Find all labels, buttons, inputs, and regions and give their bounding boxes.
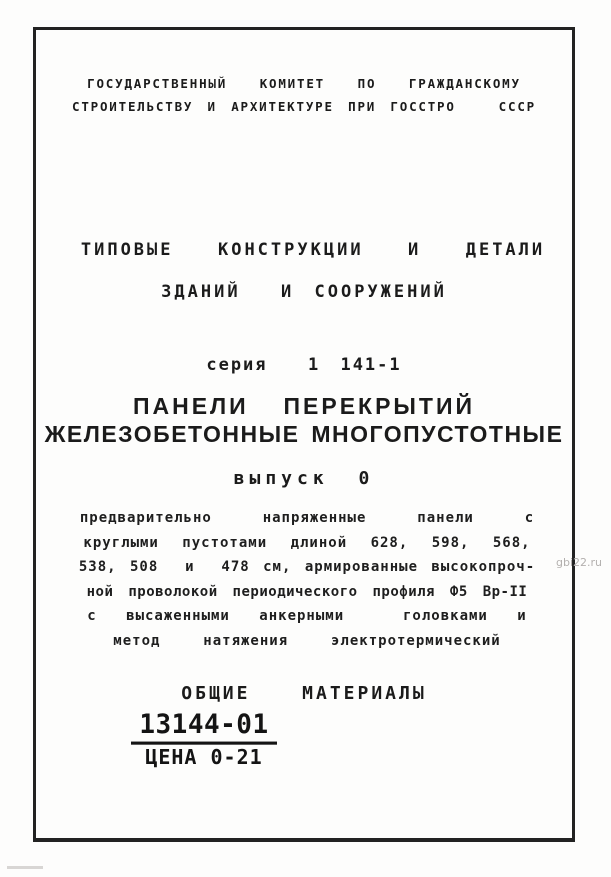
section-title: ОБЩИЕ МАТЕРИАЛЫ: [181, 683, 427, 704]
issue-number: выпуск 0: [233, 468, 375, 489]
description-line-4: ной проволокой периодического профиля Ф5 Вр-II: [86, 583, 528, 600]
watermark: gbi22.ru: [556, 556, 603, 569]
description-paragraph: [68, 506, 546, 653]
scan-artifact: [7, 866, 43, 869]
description-line-6: метод натяжения электротермический: [113, 632, 501, 649]
issuing-authority-line-2: СТРОИТЕЛЬСТВУ И АРХИТЕКТУРЕ ПРИ ГОССТРО СССР: [72, 99, 536, 114]
description-line-5: с высаженными анкерными головками и: [87, 608, 527, 624]
series-title-line-2: ЗДАНИЙ И СООРУЖЕНИЙ: [161, 282, 447, 302]
description-line-3: 538, 508 и 478 см, армированные высокопроч-: [78, 559, 536, 575]
series-title-line-1: ТИПОВЫЕ КОНСТРУКЦИИ И ДЕТАЛИ: [80, 240, 546, 260]
main-title-line-2: ЖЕЛЕЗОБЕТОННЫЕ МНОГОПУСТОТНЫЕ: [44, 421, 564, 447]
catalog-code: 13144-01: [131, 709, 277, 744]
page-border-frame: [33, 27, 575, 842]
description-line-2: круглыми пустотами длиной 628, 598, 568,: [83, 534, 531, 551]
description-line-1: предварительно напряженные панели с: [79, 510, 535, 526]
catalog-stamp: [131, 710, 277, 769]
main-title-line-1: ПАНЕЛИ ПЕРЕКРЫТИЙ: [132, 393, 476, 419]
issuing-authority-line-1: ГОСУДАРСТВЕННЫЙ КОМИТЕТ ПО ГРАЖДАНСКОМУ: [87, 76, 521, 91]
series-number: серия 1 141-1: [206, 355, 402, 375]
price-label: ЦЕНА 0-21: [145, 745, 263, 769]
